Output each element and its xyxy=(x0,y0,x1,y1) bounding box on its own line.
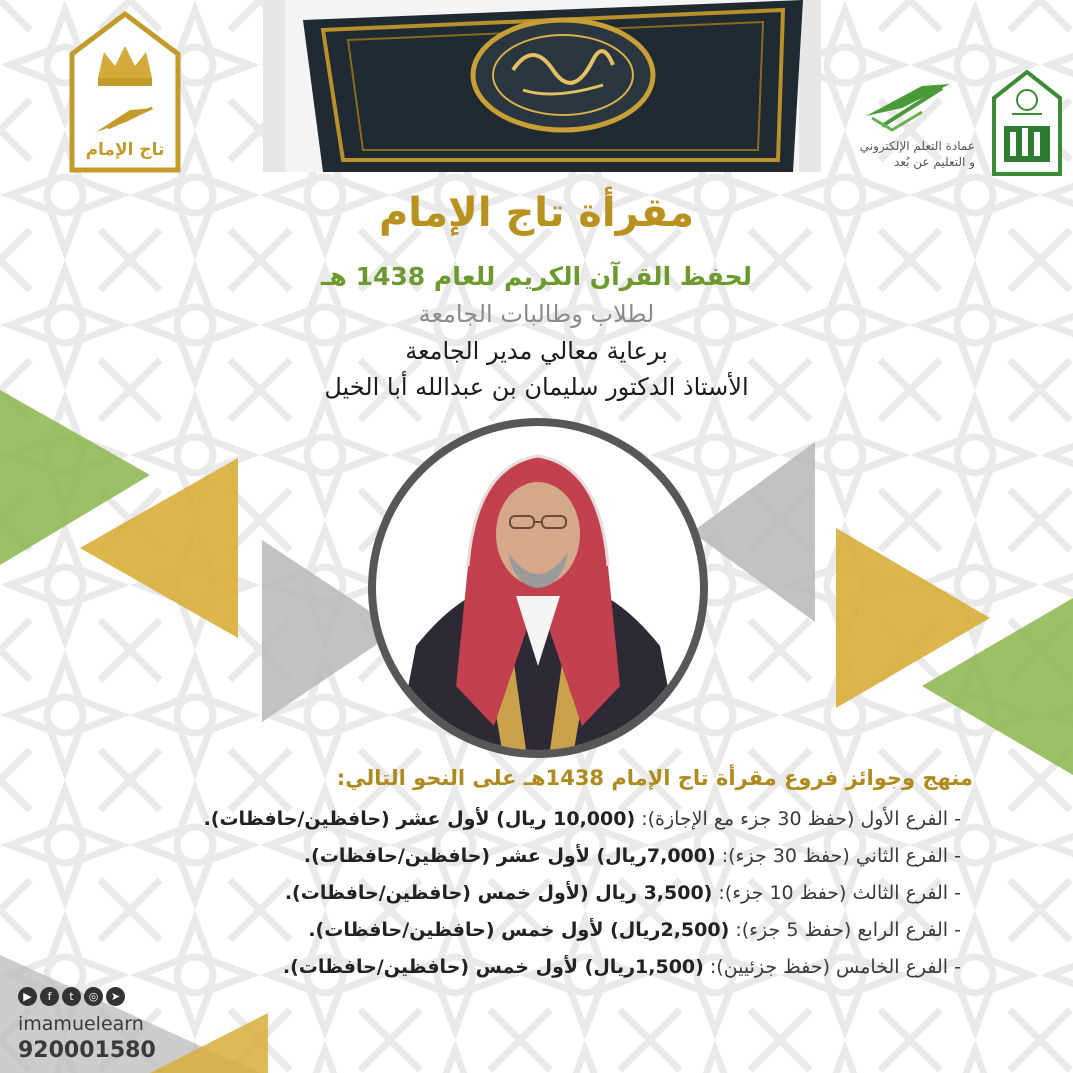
social-icons xyxy=(18,987,125,1006)
prize-branch: الفرع الخامس (حفظ جزئيين): xyxy=(709,956,949,978)
social-handle[interactable]: imamuelearn xyxy=(18,1013,144,1035)
prize-amount: (7,000ريال) لأول عشر (حافظين/حافظات). xyxy=(303,845,716,867)
prize-item-1: - الفرع الأول (حفظ 30 جزء مع الإجازة): (10,000 ريال) لأول عشر (حافظين/حافظات). xyxy=(203,808,961,830)
prize-amount: (10,000 ريال) لأول عشر (حافظين/حافظات). xyxy=(203,808,636,830)
deanship-name-line2: و التعليم عن بُعد xyxy=(894,155,975,169)
prize-amount: (3,500 ريال (لأول خمس (حافظين/حافظات). xyxy=(284,882,713,904)
patronage-text: برعاية معالي مدير الجامعة xyxy=(405,337,668,365)
prize-branch: الفرع الرابع (حفظ 5 جزء): xyxy=(735,919,949,941)
subtitle: لحفظ القرآن الكريم للعام 1438 هـ xyxy=(320,262,753,291)
gray-triangle-right xyxy=(692,442,815,622)
patron-name: الأستاذ الدكتور سليمان بن عبدالله أبا الخيل xyxy=(324,373,749,401)
prize-item-4: - الفرع الرابع (حفظ 5 جزء): (2,500ريال) لأول خمس (حافظين/حافظات). xyxy=(308,919,961,941)
prize-branch: الفرع الثالث (حفظ 10 جزء): xyxy=(718,882,949,904)
prize-item-5: - الفرع الخامس (حفظ جزئيين): (1,500ريال) لأول خمس (حافظين/حافظات). xyxy=(282,956,961,978)
prize-branch: الفرع الأول (حفظ 30 جزء مع الإجازة): xyxy=(641,808,949,830)
prize-item-3: - الفرع الثالث (حفظ 10 جزء): (3,500 ريال (لأول خمس (حافظين/حافظات). xyxy=(284,882,961,904)
prize-item-2: - الفرع الثاني (حفظ 30 جزء): (7,000ريال) لأول عشر (حافظين/حافظات). xyxy=(303,845,961,867)
taj-alimam-logo-text: تاج الإمام xyxy=(85,140,165,160)
prize-branch: الفرع الثاني (حفظ 30 جزء): xyxy=(721,845,949,867)
facebook-icon[interactable]: f xyxy=(40,987,59,1006)
telegram-icon[interactable]: ➤ xyxy=(106,987,125,1006)
prize-amount: (2,500ريال) لأول خمس (حافظين/حافظات). xyxy=(308,919,730,941)
patron-portrait xyxy=(368,418,708,758)
instagram-icon[interactable]: ◎ xyxy=(84,987,103,1006)
audience-text: لطلاب وطالبات الجامعة xyxy=(418,300,655,328)
twitter-icon[interactable]: t xyxy=(62,987,81,1006)
prizes-heading: منهج وجوائز فروع مقرأة تاج الإمام 1438هـ على النحو التالي: xyxy=(336,766,973,790)
phone-number[interactable]: 920001580 xyxy=(18,1038,156,1063)
youtube-icon[interactable]: ▶ xyxy=(18,987,37,1006)
deanship-name-line1: عمادة التعلم الإلكتروني xyxy=(859,139,975,153)
prize-amount: (1,500ريال) لأول خمس (حافظين/حافظات). xyxy=(282,956,704,978)
page-title: مقرأة تاج الإمام xyxy=(378,190,695,236)
